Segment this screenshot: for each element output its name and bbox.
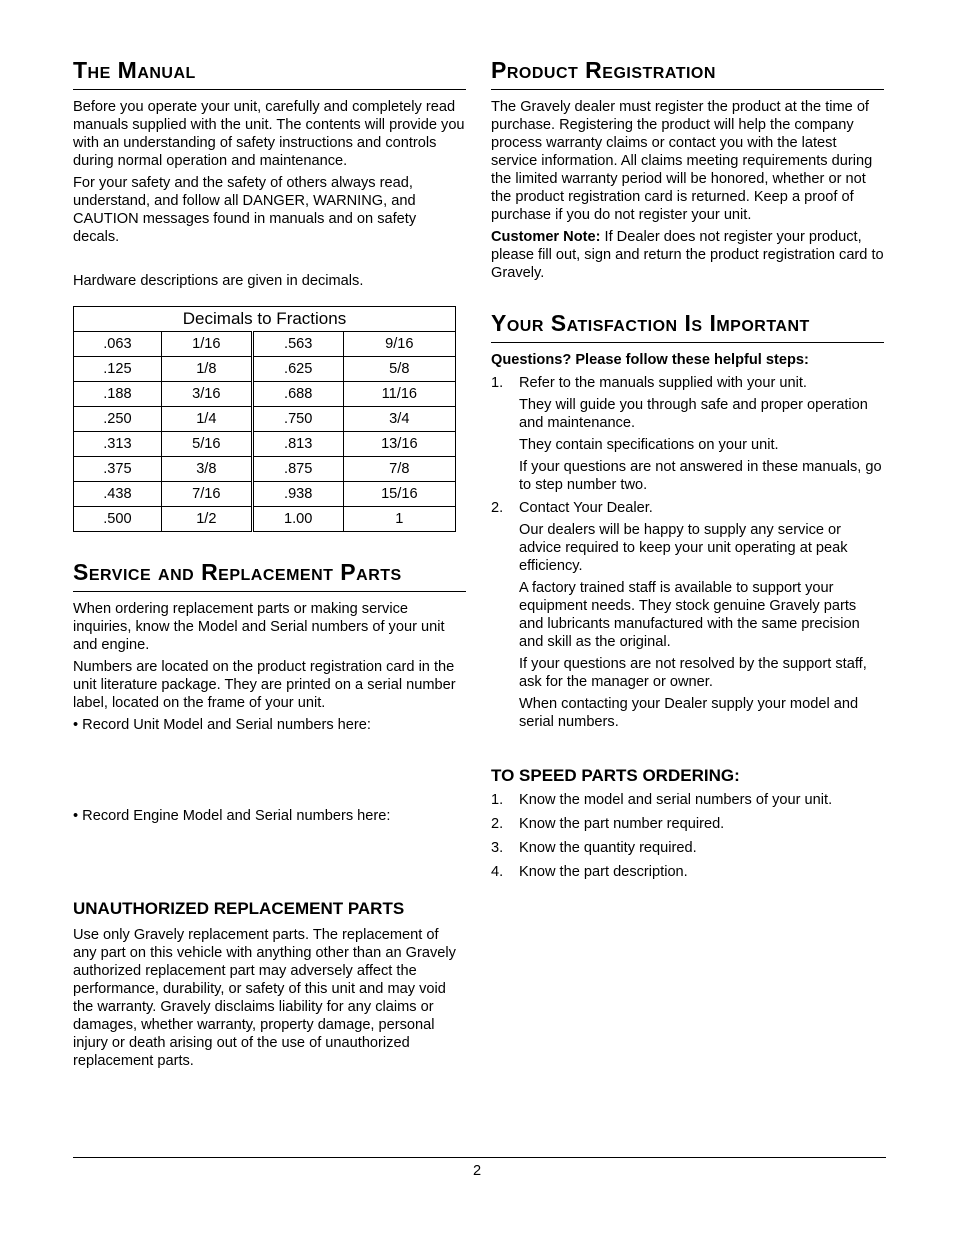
- item-text: Know the part number required.: [519, 816, 725, 832]
- right-column: [491, 55, 884, 881]
- table-cell: 7/16: [161, 482, 252, 507]
- table-title: Decimals to Fractions: [74, 307, 456, 332]
- table-row: [74, 407, 456, 432]
- table-cell: .063: [74, 332, 162, 357]
- table-cell: .313: [74, 432, 162, 457]
- step-detail: If your questions are not answered in these manuals, go to step number two.: [519, 459, 882, 493]
- speed-ordering-list: [491, 791, 884, 881]
- section-heading-registration: Product Registration: [491, 55, 884, 90]
- left-column: [73, 55, 466, 1070]
- table-cell: .500: [74, 507, 162, 532]
- table-cell: 3/4: [343, 407, 455, 432]
- service-paragraph-1: When ordering replacement parts or making service inquiries, know the Model and Serial numbers of your unit and engine.: [73, 601, 445, 653]
- step-number: 1.: [491, 375, 504, 391]
- item-number: 4.: [491, 864, 504, 880]
- subheading-speed-ordering: TO SPEED PARTS ORDERING:: [491, 766, 740, 785]
- step-text: Contact Your Dealer.: [519, 500, 653, 516]
- record-unit-line: • Record Unit Model and Serial numbers here:: [73, 717, 371, 733]
- step-detail: When contacting your Dealer supply your model and serial numbers.: [519, 696, 859, 730]
- step-item: [491, 499, 884, 517]
- questions-intro: Questions? Please follow these helpful steps:: [491, 352, 809, 368]
- section-heading-service: Service and Replacement Parts: [73, 557, 466, 592]
- table-cell: 5/16: [161, 432, 252, 457]
- satisfaction-steps: [491, 374, 884, 731]
- record-engine-line: • Record Engine Model and Serial numbers here:: [73, 808, 391, 824]
- unauthorized-paragraph: Use only Gravely replacement parts. The replacement of any part on this vehicle with anything other than an Gravely authorized replacement part may adversely affect the performance, durability, or safety of this unit and may void the warranty. Gravely disclaims liability for any claims or damages, whether warranty, property damage, personal injury or death arising out of the use of unauthorized replacement parts.: [73, 927, 456, 1069]
- table-cell: 13/16: [343, 432, 455, 457]
- step-detail: Our dealers will be happy to supply any service or advice required to keep your unit operating at peak efficiency.: [519, 522, 848, 574]
- table-cell: 5/8: [343, 357, 455, 382]
- customer-note: [491, 228, 884, 282]
- table-cell: .875: [252, 457, 343, 482]
- table-cell: 15/16: [343, 482, 455, 507]
- table-cell: 1/2: [161, 507, 252, 532]
- hardware-note: Hardware descriptions are given in decimals.: [73, 273, 364, 289]
- table-cell: 1/16: [161, 332, 252, 357]
- table-row: [74, 432, 456, 457]
- ordering-item: [491, 839, 884, 857]
- table-row: [74, 382, 456, 407]
- step-detail: A factory trained staff is available to support your equipment needs. They stock genuine Gravely parts and lubricants manufactured with the same precision and skill as the original.: [519, 580, 860, 650]
- table-cell: 1.00: [252, 507, 343, 532]
- table-cell: 3/16: [161, 382, 252, 407]
- table-cell: .375: [74, 457, 162, 482]
- item-text: Know the quantity required.: [519, 840, 697, 856]
- customer-note-label: Customer Note:: [491, 229, 601, 245]
- table-row: [74, 457, 456, 482]
- step-detail: They contain specifications on your unit.: [519, 437, 779, 453]
- step-text: Refer to the manuals supplied with your unit.: [519, 375, 807, 391]
- table-cell: 1/8: [161, 357, 252, 382]
- table-cell: 1/4: [161, 407, 252, 432]
- table-cell: .188: [74, 382, 162, 407]
- item-number: 3.: [491, 840, 504, 856]
- section-heading-manual: The Manual: [73, 55, 466, 90]
- table-row: [74, 357, 456, 382]
- item-number: 2.: [491, 816, 504, 832]
- manual-paragraph-1: Before you operate your unit, carefully and completely read manuals supplied with the unit. The contents will provide you with an understanding of safety instructions and controls during normal operation and maintenance.: [73, 99, 465, 169]
- table-cell: 9/16: [343, 332, 455, 357]
- table-cell: .125: [74, 357, 162, 382]
- table-row: [74, 507, 456, 532]
- registration-paragraph: The Gravely dealer must register the product at the time of purchase. Registering the product will help the company process warranty claims or contact you with the latest service information. All claims meeting requirements during the limited warranty period will be honored, whether or not the product registration card is returned. Keep a proof of purchase if you do not register your unit.: [491, 99, 873, 223]
- ordering-item: [491, 791, 884, 809]
- section-heading-satisfaction: Your Satisfaction Is Important: [491, 308, 884, 343]
- ordering-item: [491, 863, 884, 881]
- step-detail: They will guide you through safe and proper operation and maintenance.: [519, 397, 868, 431]
- service-paragraph-2: Numbers are located on the product registration card in the unit literature package. They are printed on a serial number label, located on the frame of your unit.: [73, 659, 456, 711]
- table-cell: .625: [252, 357, 343, 382]
- decimals-fractions-table: [73, 306, 456, 532]
- table-cell: 3/8: [161, 457, 252, 482]
- step-number: 2.: [491, 500, 504, 516]
- table-cell: 11/16: [343, 382, 455, 407]
- step-detail: If your questions are not resolved by the support staff, ask for the manager or owner.: [519, 656, 867, 690]
- ordering-item: [491, 815, 884, 833]
- manual-paragraph-2: For your safety and the safety of others always read, understand, and follow all DANGER, WARNING, and CAUTION messages found in manuals and on safety decals.: [73, 175, 417, 245]
- table-cell: .813: [252, 432, 343, 457]
- customer-note-text: If Dealer does not register your product, please fill out, sign and return the product registration card to Gravely.: [491, 229, 884, 281]
- table-cell: .938: [252, 482, 343, 507]
- table-cell: .688: [252, 382, 343, 407]
- table-row: [74, 332, 456, 357]
- subheading-unauthorized: UNAUTHORIZED REPLACEMENT PARTS: [73, 899, 405, 918]
- item-text: Know the model and serial numbers of your unit.: [519, 792, 833, 808]
- step-item: [491, 374, 884, 392]
- table-row: [74, 482, 456, 507]
- table-cell: 1: [343, 507, 455, 532]
- table-cell: .563: [252, 332, 343, 357]
- page-number: 2: [472, 1163, 482, 1179]
- table-cell: .750: [252, 407, 343, 432]
- table-cell: .438: [74, 482, 162, 507]
- table-cell: 7/8: [343, 457, 455, 482]
- item-number: 1.: [491, 792, 504, 808]
- item-text: Know the part description.: [519, 864, 688, 880]
- table-cell: .250: [74, 407, 162, 432]
- footer-rule: [73, 1157, 886, 1158]
